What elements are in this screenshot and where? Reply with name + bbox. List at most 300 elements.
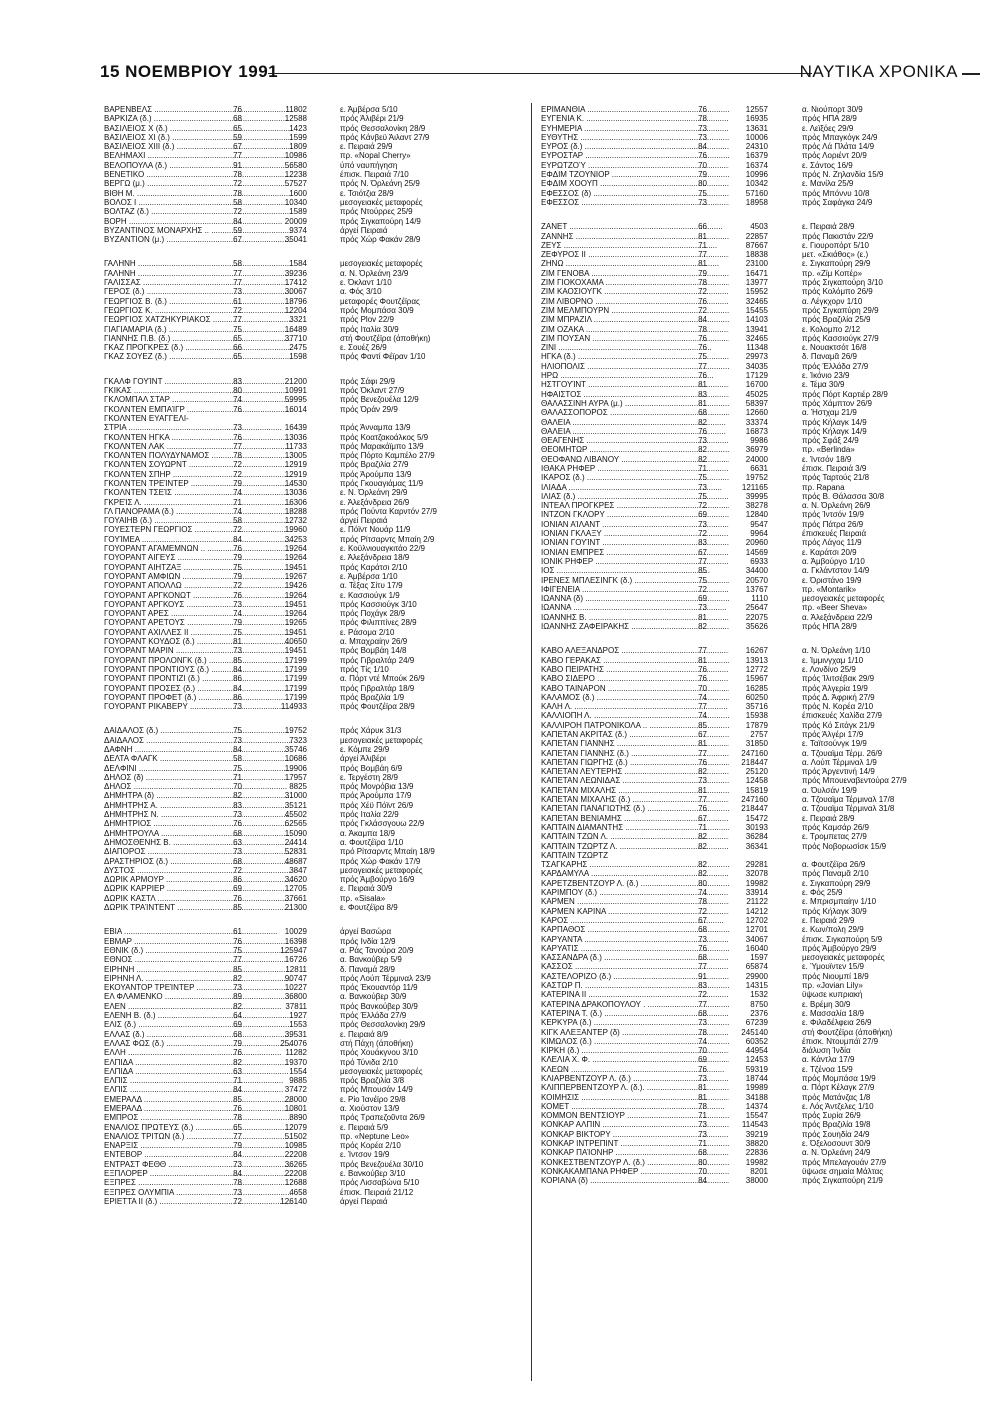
ship-status: α. Άλεξάνδρεια 22/9 bbox=[802, 612, 873, 622]
ship-row bbox=[541, 953, 995, 962]
ship-name: ΔΑΦΝΗ ..... bbox=[104, 745, 292, 754]
gross-tonnage: 13036 bbox=[284, 432, 307, 442]
ship-status: πρός Σιγκαπύρη 29/9 bbox=[802, 305, 879, 315]
ship-row bbox=[104, 773, 527, 782]
ship-row bbox=[541, 297, 995, 306]
gross-tonnage: 32465 bbox=[745, 296, 768, 306]
ship-row bbox=[541, 538, 995, 547]
ship-status: α. Μπαχραίην 26/9 bbox=[340, 637, 408, 647]
ship-status: α. Βανκούβερ 30/9 bbox=[340, 992, 407, 1002]
ship-name: ΓΚΟΛΝΤΕΝ ΤΡΕΊΝΤΕΡ ..... bbox=[104, 479, 292, 488]
year-built: 84 bbox=[233, 664, 242, 674]
ship-status: πρ. «Sisala» bbox=[340, 893, 386, 903]
ship-status: διάλυση Ίνδία bbox=[802, 1046, 851, 1056]
ship-status: ε. Ύμουϊντεν 15/9 bbox=[802, 962, 864, 972]
ship-name: ΚΑΠΕΤΑΝ ΓΙΑΝΝΗΣ ..... bbox=[541, 739, 729, 748]
ship-row bbox=[104, 334, 527, 343]
year-built: 73 bbox=[233, 810, 242, 820]
year-built: 84 bbox=[698, 1176, 707, 1186]
ship-row bbox=[541, 888, 995, 897]
gross-tonnage: 30067 bbox=[284, 287, 307, 297]
gross-tonnage: 12079 bbox=[284, 1122, 307, 1132]
year-built: 80 bbox=[698, 1157, 707, 1167]
ship-status: α. Ν. Όρλεάνη 24/9 bbox=[802, 1148, 871, 1158]
ship-name: ΚΑΛΑΜΟΣ (δ.) ..... bbox=[541, 693, 729, 702]
ship-name: ΕΦΕΣΣΟΣ (δ) ..... bbox=[541, 189, 729, 198]
ship-name: ΚΟΝΚΑΚΑΜΠΑΝΑ ΡΗΦΕΡ ..... bbox=[541, 1167, 729, 1176]
ship-status: α. Λέγκχορν 1/10 bbox=[802, 296, 863, 306]
ship-status: α. Ήστχαμ 21/9 bbox=[802, 408, 857, 418]
ship-name: ΙΟΝΙΑΝ ΓΚΛΑΞΥ ..... bbox=[541, 529, 729, 538]
year-built: 73 bbox=[233, 646, 242, 656]
ship-name: ΓΟΥΊΜΕΑ ..... bbox=[104, 535, 292, 544]
gross-tonnage: 29281 bbox=[745, 860, 768, 870]
gross-tonnage: 34035 bbox=[745, 361, 768, 371]
year-built: 71 bbox=[698, 240, 707, 250]
ship-name: ΕΛΛΗ ..... bbox=[104, 1048, 292, 1057]
gross-tonnage: 18796 bbox=[284, 296, 307, 306]
gross-tonnage: 36265 bbox=[284, 1159, 307, 1169]
year-built: 72 bbox=[698, 501, 707, 511]
ship-name: ΕΛΠΙΔΑ ..... bbox=[104, 1058, 292, 1067]
year-built: 77 bbox=[698, 361, 707, 371]
gross-tonnage: 19982 bbox=[745, 878, 768, 888]
ship-name: ΔΕΛΤΑ ΦΛΑΓΚ ..... bbox=[104, 754, 292, 763]
ship-row bbox=[541, 352, 995, 361]
ship-status: α. Τζουαϊμα Τέρμ. 26/9 bbox=[802, 748, 883, 758]
year-built: 76 bbox=[698, 105, 707, 114]
gross-tonnage: 11802 bbox=[285, 105, 307, 114]
ship-status: πρός Βανκούβερ 30/9 bbox=[340, 1001, 418, 1011]
year-built: 73 bbox=[233, 983, 242, 993]
ship-status: έπισκ. Πειραιά 3/9 bbox=[802, 463, 867, 473]
ship-name: ΗΦΑΙΣΤΟΣ ..... bbox=[541, 390, 729, 399]
gross-tonnage: 24000 bbox=[745, 454, 768, 464]
ship-row bbox=[104, 1085, 527, 1094]
ship-status: πρός Καράτσι 2/10 bbox=[340, 562, 408, 572]
ship-name: ΚΑΠΕΤΑΝ ΛΕΩΝΙΔΑΣ ..... bbox=[541, 776, 729, 785]
year-built: 76 bbox=[698, 426, 707, 436]
gross-tonnage: 34188 bbox=[745, 1092, 768, 1102]
ship-row bbox=[104, 946, 527, 955]
ship-row bbox=[104, 325, 527, 334]
ship-status: πρός Σαφάγκα 24/9 bbox=[802, 197, 873, 207]
ship-row bbox=[541, 603, 995, 612]
ship-status: πρός Χώρ Φακάν 17/9 bbox=[340, 856, 421, 866]
ship-name: ΔΗΛΟΣ (δ) ..... bbox=[104, 773, 292, 782]
gross-tonnage: 17412 bbox=[284, 278, 307, 288]
ship-name: ΕΜΠΡΟΣ ..... bbox=[104, 1113, 292, 1122]
gross-tonnage: 30193 bbox=[745, 822, 768, 832]
gross-tonnage: 36800 bbox=[284, 992, 307, 1002]
ship-name: ΚΑΤΕΡΙΝΑ ΔΡΑΚΟΠΟΥΛΟΥ . ..... bbox=[541, 1000, 729, 1009]
ship-name: ΕΦΔΙΜ ΧΟΟΥΠ ..... bbox=[541, 179, 729, 188]
ship-name: ΖΗΝΩ ..... bbox=[541, 259, 729, 268]
ship-status: πρός Χουάκγνου 3/10 bbox=[340, 1048, 418, 1058]
gross-tonnage: 12238 bbox=[284, 170, 307, 180]
gross-tonnage: 14374 bbox=[745, 1101, 768, 1111]
ship-status: α. Ν. Όρλεάνη 23/9 bbox=[340, 268, 409, 278]
gross-tonnage: 13977 bbox=[745, 278, 768, 288]
ship-row bbox=[104, 609, 527, 618]
year-built: 61 bbox=[233, 927, 242, 937]
gross-tonnage: 1600 bbox=[289, 188, 307, 198]
ship-name: ΘΑΛΕΙΑ ..... bbox=[541, 427, 729, 436]
gross-tonnage: 13631 bbox=[745, 123, 768, 133]
ship-name: ΓΚΡΕΊΣ Λ. ..... bbox=[104, 498, 292, 507]
ship-name: ΒΟΛΟΣ Ι ..... bbox=[104, 198, 292, 207]
ship-name: ΚΟΝΚΕΣΤΒΕΝΤΖΟΥΡ Λ. (δ.) ..... bbox=[541, 1158, 729, 1167]
ship-name: ΙΡΕΝΕΣ ΜΠΛΕΣΙΝΓΚ (δ.) ..... bbox=[541, 576, 729, 585]
ship-row bbox=[541, 1028, 995, 1037]
ship-row bbox=[541, 390, 995, 399]
ship-status: ε. Πειραιά 8/9 bbox=[340, 1029, 389, 1039]
ship-name: ΕΒΜΑΡ ..... bbox=[104, 937, 292, 946]
ship-row bbox=[104, 451, 527, 460]
year-built: 76 bbox=[698, 371, 707, 381]
gross-tonnage: 20570 bbox=[745, 575, 768, 585]
ship-name: ΖΙΜ ΛΙΒΟΡΝΟ ..... bbox=[541, 297, 729, 306]
ship-status: πρός Φαντί Φέϊραν 1/10 bbox=[340, 352, 426, 362]
gross-tonnage: 22208 bbox=[284, 1150, 307, 1160]
ship-row bbox=[104, 955, 527, 964]
gross-tonnage: 38000 bbox=[745, 1176, 768, 1186]
ship-row bbox=[104, 269, 527, 278]
ship-status: ε. Λονδίνο 25/9 bbox=[802, 664, 856, 674]
ship-row bbox=[104, 726, 527, 735]
ship-row bbox=[541, 1139, 995, 1148]
year-built: 71 bbox=[233, 1076, 242, 1086]
year-built: 82 bbox=[233, 1057, 242, 1067]
gross-tonnage: 19960 bbox=[284, 525, 307, 535]
ship-name: ΔΗΜΗΤΡΗΣ Ν. ..... bbox=[104, 810, 292, 819]
gross-tonnage: 1553 bbox=[289, 1020, 307, 1030]
ship-status: ε. Κων/πολη 29/9 bbox=[802, 925, 864, 935]
ship-status: πρός Θεσσαλονίκη 29/9 bbox=[340, 1020, 426, 1030]
gross-tonnage: 10340 bbox=[284, 197, 307, 207]
gross-tonnage: 10029 bbox=[284, 927, 307, 937]
ship-row bbox=[104, 114, 527, 123]
ship-row bbox=[541, 674, 995, 683]
year-built: 73 bbox=[233, 735, 242, 745]
gross-tonnage: 21300 bbox=[284, 903, 307, 913]
year-built: 78 bbox=[233, 451, 242, 461]
ship-row bbox=[541, 133, 995, 142]
year-built: 77 bbox=[233, 1131, 242, 1141]
ship-name: ΕΥΗΜΕΡΙΑ ..... bbox=[541, 124, 729, 133]
ship-name: ΚΑΒΟ ΑΛΕΞΑΝΔΡΟΣ ..... bbox=[541, 646, 729, 655]
gross-tonnage: 28000 bbox=[284, 1094, 307, 1104]
ship-status: πρ. «Neptune Leo» bbox=[340, 1131, 410, 1141]
year-built: 70 bbox=[233, 782, 242, 792]
ship-row bbox=[541, 767, 995, 776]
ship-status: πρός Τίς 1/10 bbox=[340, 664, 389, 674]
ship-row bbox=[541, 907, 995, 916]
gross-tonnage: 16439 bbox=[284, 423, 307, 433]
ship-row bbox=[104, 1039, 527, 1048]
ship-status: πρ. «Nopal Cherry» bbox=[340, 151, 411, 161]
ship-row bbox=[541, 557, 995, 566]
header-dash bbox=[962, 73, 980, 75]
ship-name: ΒΥΖΑΝΤΙΟΝ (μ.) ..... bbox=[104, 235, 292, 244]
year-built: 63 bbox=[233, 1066, 242, 1076]
ship-row bbox=[541, 1111, 995, 1120]
gross-tonnage: 126140 bbox=[280, 1196, 307, 1206]
ship-row bbox=[104, 1067, 527, 1076]
gross-tonnage: 15819 bbox=[745, 785, 768, 795]
ship-group bbox=[104, 259, 527, 361]
ship-name: ΓΟΥΟΡΑΝΤ ΡΙΚΑΒΕΡΥ ..... bbox=[104, 702, 292, 711]
year-built: 81 bbox=[698, 785, 707, 795]
ship-name: ΗΣΤΓΟΥΊΝΤ ..... bbox=[541, 380, 729, 389]
ship-row bbox=[541, 925, 995, 934]
ship-list-column-right bbox=[541, 105, 995, 1201]
year-built: 85 bbox=[698, 566, 707, 576]
ship-group bbox=[104, 726, 527, 912]
year-built: 72 bbox=[233, 469, 242, 479]
ship-row bbox=[104, 581, 527, 590]
year-built: 73 bbox=[698, 934, 707, 944]
ship-row bbox=[541, 566, 995, 575]
year-built: 72 bbox=[233, 179, 242, 189]
ship-row bbox=[104, 656, 527, 665]
ship-name: ΒΕΛΟΠΟΥΛΑ (δ.) ..... bbox=[104, 161, 292, 170]
ship-name: ΙΛΙΑΣ (δ.) ..... bbox=[541, 492, 729, 501]
ship-name: ΚΑΛΗ Λ. ..... bbox=[541, 702, 729, 711]
ship-row bbox=[104, 684, 527, 693]
ship-status: πρός Κασσιούγκ 27/9 bbox=[802, 333, 879, 343]
ship-row bbox=[104, 1123, 527, 1132]
ship-status: πρός Σάφι 29/9 bbox=[340, 376, 395, 386]
gross-tonnage: 19264 bbox=[284, 544, 307, 554]
ship-status: πρός Λά Πλάτα 14/9 bbox=[802, 142, 875, 152]
year-built: 73 bbox=[233, 1159, 242, 1169]
gross-tonnage: 22208 bbox=[284, 1169, 307, 1179]
ship-name: ΔΗΜΗΤΡΟΥΛΑ ..... bbox=[104, 829, 292, 838]
ship-row bbox=[541, 613, 995, 622]
gross-tonnage: 38820 bbox=[745, 1139, 768, 1149]
year-built: 74 bbox=[233, 488, 242, 498]
ship-name: ΚΑΠΕΤΑΝ ΓΙΑΝΝΗΣ (δ.) ..... bbox=[541, 749, 729, 758]
ship-name: ΚΑΒΟ ΤΑΙΝΑΡΟΝ ..... bbox=[541, 684, 729, 693]
ship-status: ε. Γιουροπόρτ 5/10 bbox=[802, 240, 869, 250]
ship-row bbox=[104, 1020, 527, 1029]
gross-tonnage: 8201 bbox=[750, 1166, 768, 1176]
year-built: 86 bbox=[233, 674, 242, 684]
ship-status: α. Λούπ Τέρμιναλ 1/9 bbox=[802, 757, 877, 767]
ship-name: ΚΟΡΙΑΝΑ (δ) ..... bbox=[541, 1176, 729, 1185]
gross-tonnage: 31850 bbox=[745, 739, 768, 749]
gross-tonnage: 21200 bbox=[284, 376, 307, 386]
ship-name: ΚΑΠΤΑΙΝ ΤΖΩΡΤΖ bbox=[541, 850, 609, 860]
ship-status: πρός Νιουμπί 18/9 bbox=[802, 971, 869, 981]
year-built: 77 bbox=[233, 151, 242, 161]
year-built: 77 bbox=[698, 748, 707, 758]
ship-row bbox=[104, 764, 527, 773]
ship-row bbox=[541, 1148, 995, 1157]
ship-name: ΖΙΜ ΠΟΥΣΑΝ ..... bbox=[541, 334, 729, 343]
year-built: 73 bbox=[233, 847, 242, 857]
ship-status: πρό Τύνιδα 2/10 bbox=[340, 1057, 398, 1067]
year-built: 71 bbox=[233, 772, 242, 782]
ship-status: ε. Όριστάνο 19/9 bbox=[802, 575, 862, 585]
gross-tonnage: 16379 bbox=[745, 151, 768, 161]
gross-tonnage: 34253 bbox=[284, 534, 307, 544]
ship-status: πρός Άμβούργο 16/9 bbox=[340, 875, 415, 885]
ship-name: ΓΟΥΟΡΑΝΤ ΑΓΑΜΕΜΝΩΝ .. ..... bbox=[104, 544, 292, 553]
ship-status: ε. Πόϊντ Νουάρ 11/9 bbox=[340, 525, 411, 535]
ship-status: πρός Γιβραλτάρ 18/9 bbox=[340, 683, 415, 693]
ship-status: πρός Σουηδία 24/9 bbox=[802, 1129, 870, 1139]
ship-name: ΙΘΑΚΑ ΡΗΦΕΡ ..... bbox=[541, 464, 729, 473]
ship-status: ε. Πειραιά 28/9 bbox=[802, 222, 855, 232]
ship-row bbox=[541, 916, 995, 925]
gross-tonnage: 59319 bbox=[745, 1064, 768, 1074]
ship-status: ε. Βρέμη 30/9 bbox=[802, 999, 851, 1009]
ship-row bbox=[541, 1065, 995, 1074]
year-built: 76 bbox=[233, 1048, 242, 1058]
year-built: 64 bbox=[233, 1011, 242, 1021]
ship-status: μεσογειακές μεταφορές bbox=[802, 594, 885, 604]
ship-row bbox=[541, 786, 995, 795]
gross-tonnage: 19264 bbox=[284, 553, 307, 563]
ship-name: ΓΟΥΟΡΑΝΤ ΑΡΓΚΟΝΩΤ ..... bbox=[104, 591, 292, 600]
ship-status: πρός Κοατζακοάλκος 5/9 bbox=[340, 432, 429, 442]
ship-status: ϋψωσε σημαία Μάλτας bbox=[802, 1166, 884, 1176]
ship-status: πρός Σιγκαπούρη 21/9 bbox=[802, 1176, 883, 1186]
year-built: 85 bbox=[233, 903, 242, 913]
ship-row bbox=[541, 879, 995, 888]
year-built: 75 bbox=[698, 575, 707, 585]
ship-name: ΚΑΛΛΙΟΠΗ Λ. ..... bbox=[541, 711, 729, 720]
year-built: 72 bbox=[233, 207, 242, 217]
ship-status: ε. Μασσαλία 18/9 bbox=[802, 1008, 864, 1018]
ship-status: πρός Μπελαγουάν 27/9 bbox=[802, 1157, 887, 1167]
ship-name: ΚΑΠΕΤΑΝ ΛΕΥΤΕΡΗΣ ..... bbox=[541, 767, 729, 776]
gross-tonnage: 16267 bbox=[745, 646, 768, 656]
ship-status: ϋψωσε κυπριακή bbox=[802, 990, 863, 1000]
ship-row bbox=[104, 151, 527, 160]
gross-tonnage: 16040 bbox=[745, 943, 768, 953]
gross-tonnage: 14315 bbox=[745, 981, 768, 991]
gross-tonnage: 1532 bbox=[750, 990, 768, 1000]
ship-status: πρ. «Berlinda» bbox=[802, 445, 855, 455]
gross-tonnage: 21122 bbox=[746, 897, 768, 907]
gross-tonnage: 12588 bbox=[284, 114, 307, 124]
year-built: 73 bbox=[698, 436, 707, 446]
ship-status: πρός Β. Θάλασσα 30/8 bbox=[802, 491, 885, 501]
ship-status: ε. Πειραιά 5/9 bbox=[340, 1122, 389, 1132]
gross-tonnage: 24310 bbox=[745, 142, 768, 152]
year-built: 71 bbox=[698, 463, 707, 473]
year-built: 58 bbox=[233, 259, 242, 269]
year-built: 72 bbox=[233, 460, 242, 470]
ship-status: ε. Σιγκαπούρη 29/9 bbox=[802, 259, 871, 269]
ship-name: ΕΥΓΕΝΙΑ Κ. ..... bbox=[541, 114, 729, 123]
gross-tonnage: 56580 bbox=[284, 160, 307, 170]
year-built: 59 bbox=[233, 132, 242, 142]
ship-status: πρός Νοβορωσίσκ 15/9 bbox=[802, 841, 887, 851]
ship-row bbox=[104, 646, 527, 655]
gross-tonnage: 15472 bbox=[745, 813, 768, 823]
gross-tonnage: 2376 bbox=[750, 1008, 768, 1018]
ship-row bbox=[541, 287, 995, 296]
ship-status: πρός Βενεζουέλα 30/10 bbox=[340, 1159, 424, 1169]
year-built: 77 bbox=[233, 315, 242, 325]
ship-row bbox=[104, 693, 527, 702]
ship-row bbox=[104, 1141, 527, 1150]
ship-name: ΚΑΒΟ ΣΙΔΕΡΟ ..... bbox=[541, 674, 729, 683]
ship-name: ΚΟΝΚΑΡ ΠΑΊΟΝΗΡ ..... bbox=[541, 1148, 729, 1157]
ship-name: ΕΜΕΡΑΛΔ ..... bbox=[104, 1095, 292, 1104]
ship-status: ε. Άλεξάνδρεια 26/9 bbox=[340, 497, 410, 507]
ship-name: ΚΑΡΜΕΝ ΚΑΡΙΝΑ ..... bbox=[541, 907, 729, 916]
ship-row bbox=[541, 232, 995, 241]
ship-status: πρός Plov 22/9 bbox=[340, 315, 394, 325]
year-built: 86 bbox=[233, 692, 242, 702]
year-built: 58 bbox=[233, 516, 242, 526]
gross-tonnage: 39219 bbox=[745, 1129, 768, 1139]
gross-tonnage: 10342 bbox=[745, 179, 768, 189]
ship-name: ΒΥΖΑΝΤΙΝΟΣ ΜΟΝΑΡΧΗΣ .. ..... bbox=[104, 226, 292, 235]
year-built: 81 bbox=[698, 380, 707, 390]
ship-status: ε. Άλεξάνδρεια 18/9 bbox=[340, 553, 410, 563]
year-built: 73 bbox=[698, 519, 707, 529]
gross-tonnage: 1598 bbox=[289, 352, 307, 362]
gross-tonnage: 45025 bbox=[745, 389, 768, 399]
ship-row bbox=[104, 791, 527, 800]
ship-status: δ. Παναμά 28/9 bbox=[340, 964, 395, 974]
ship-status: πρός Ποχάγκ 28/9 bbox=[340, 609, 406, 619]
year-built: 81 bbox=[698, 655, 707, 665]
ship-status: πρός Μπουεναβεντούρα 27/9 bbox=[802, 776, 907, 786]
year-built: 79 bbox=[233, 553, 242, 563]
ship-name: ΚΑΡΕΤΖΒΕΝΤΖΟΥΡ Λ. (δ.) ..... bbox=[541, 879, 729, 888]
gross-tonnage: 13036 bbox=[284, 488, 307, 498]
ship-row bbox=[104, 297, 527, 306]
year-built: 68 bbox=[698, 925, 707, 935]
ship-name: ΕΝΑΡΞΙΣ ..... bbox=[104, 1141, 292, 1150]
ship-name: ΔΩΡΙΚ ΚΑΣΤΛ ..... bbox=[104, 894, 292, 903]
ship-status: ε. Σάντος 16/9 bbox=[802, 160, 853, 170]
gross-tonnage: 13767 bbox=[745, 584, 768, 594]
ship-row bbox=[104, 198, 527, 207]
year-built: 82 bbox=[233, 1001, 242, 1011]
page-header bbox=[100, 62, 980, 92]
ship-name: ΗΛΙΟΠΟΛΙΣ ..... bbox=[541, 362, 729, 371]
year-built: 83 bbox=[698, 389, 707, 399]
ship-row bbox=[104, 801, 527, 810]
ship-name: ΓΚΟΛΝΤΕΝ ΠΟΛΥΔΥΝΑΜΟΣ ..... bbox=[104, 451, 292, 460]
ship-row bbox=[104, 498, 527, 507]
ship-row bbox=[104, 572, 527, 581]
year-built: 73 bbox=[233, 702, 242, 712]
year-built: 83 bbox=[233, 800, 242, 810]
year-built: 82 bbox=[698, 841, 707, 851]
year-built: 86 bbox=[233, 875, 242, 885]
gross-tonnage: 19752 bbox=[745, 473, 768, 483]
ship-name: ΚΑΠΕΤΑΝ ΑΚΡΙΤΑΣ (δ.) ..... bbox=[541, 730, 729, 739]
year-built: 73 bbox=[233, 1187, 242, 1197]
ship-status: πρός Δ. Άφρική 27/9 bbox=[802, 692, 875, 702]
ship-row bbox=[541, 170, 995, 179]
year-built: 85 bbox=[698, 720, 707, 730]
year-built: 81 bbox=[233, 637, 242, 647]
column-divider bbox=[531, 103, 532, 1381]
ship-status: πρός Άλγερία 19/9 bbox=[802, 683, 868, 693]
gross-tonnage: 6631 bbox=[750, 463, 768, 473]
ship-status: πρός Χάρυκ 31/3 bbox=[340, 726, 402, 736]
